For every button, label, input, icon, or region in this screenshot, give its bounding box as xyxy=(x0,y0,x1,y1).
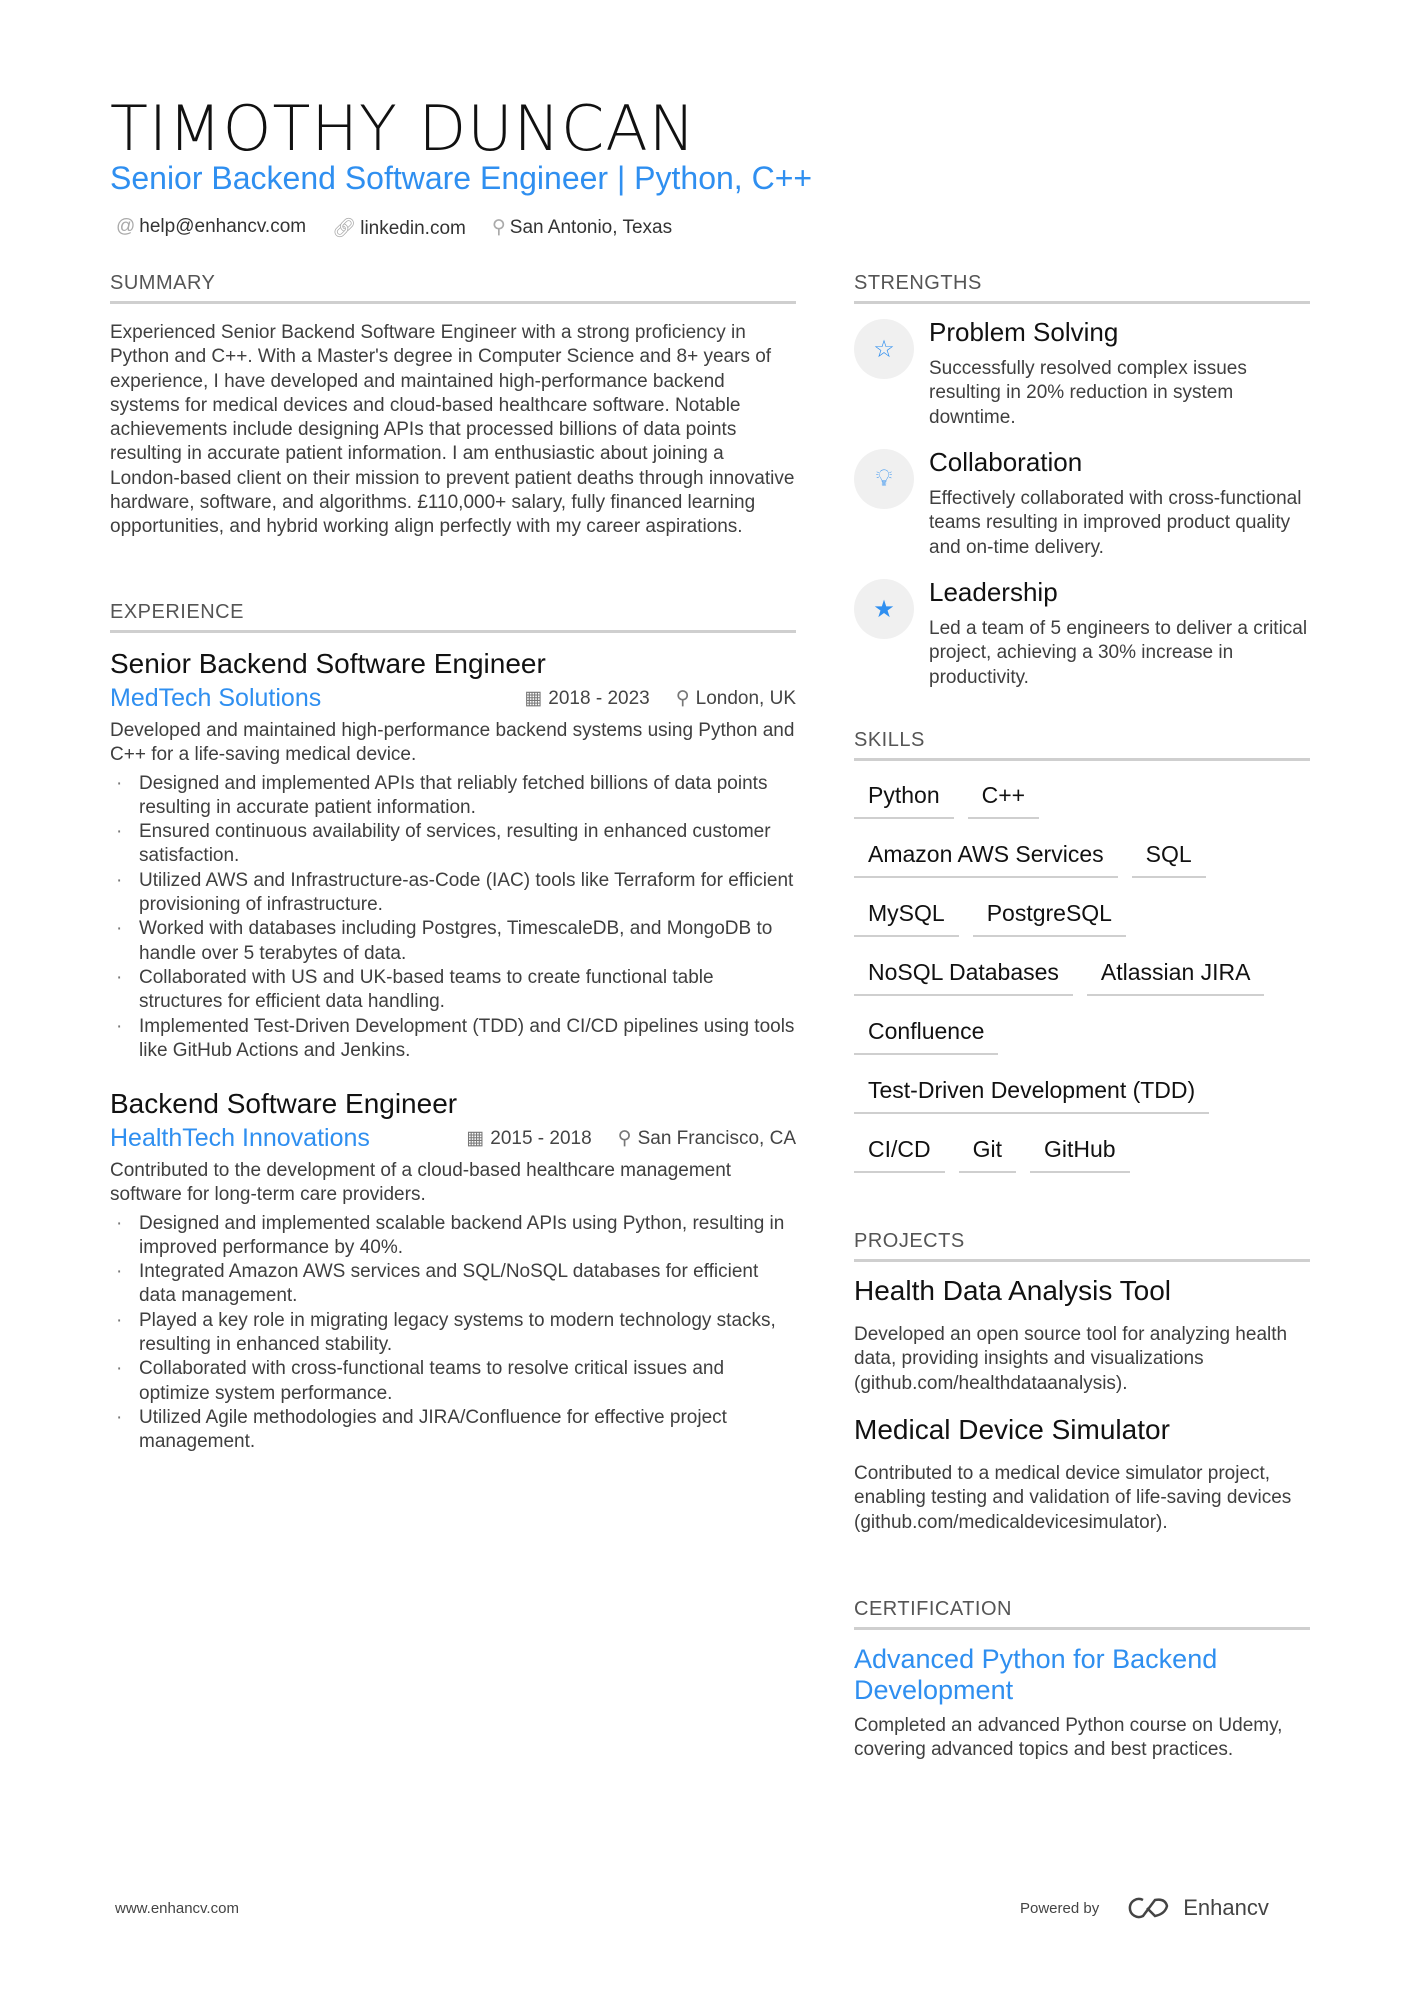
job-entry xyxy=(110,1088,796,1455)
job-bullet: · Utilized AWS and Infrastructure-as-Code (IAC) tools like Terraform for efficient provisioning of infrastructure. xyxy=(110,869,796,918)
location-pin-icon: ⚲ xyxy=(617,1128,632,1149)
star-outline-icon: ☆ xyxy=(854,319,914,379)
job-title: Senior Backend Software Engineer xyxy=(110,648,546,679)
skill-tag: Python xyxy=(854,782,954,819)
skill-tag: GitHub xyxy=(1030,1136,1130,1173)
strengths-heading: STRENGTHS xyxy=(854,272,1310,304)
strength-title: Problem Solving xyxy=(929,317,1119,347)
skill-tag: SQL xyxy=(1132,841,1206,878)
candidate-name: TIMOTHY DUNCAN xyxy=(110,92,697,165)
experience-heading: EXPERIENCE xyxy=(110,601,796,633)
link-icon: 🔗︎ xyxy=(332,218,357,239)
calendar-icon: ▦ xyxy=(466,1128,485,1149)
job-bullet: · Designed and implemented APIs that reliably fetched billions of data points resulting in accurate patient information. xyxy=(110,772,796,821)
summary-text: Experienced Senior Backend Software Engineer with a strong proficiency in Python and C++. With a Master's degree in Computer Science and 8+ years of experience, I have developed and maintained high-performance backend systems for medical devices and cloud-based healthcare software. Notable achievements include designing APIs that processed billions of data points resulting in accurate patient information. I am enthusiastic about joining a London-based client on their mission to prevent patient deaths through innovative hardware, software, and algorithms. £110,000+ salary, fully financed learning opportunities, and hybrid working align perfectly with my career aspirations. xyxy=(110,322,795,538)
skill-tag: NoSQL Databases xyxy=(854,959,1073,996)
contact-email[interactable] xyxy=(116,216,306,240)
projects-heading: PROJECTS xyxy=(854,1230,1310,1262)
footer-website[interactable]: www.enhancv.com xyxy=(115,1900,239,1917)
project-text: Contributed to a medical device simulator project, enabling testing and validation of life-saving devices (github.com/medicaldevicesimulator). xyxy=(854,1463,1292,1533)
certification-text: Completed an advanced Python course on Udemy, covering advanced topics and best practices. xyxy=(854,1715,1283,1761)
job-location: London, UK xyxy=(695,688,796,709)
job-bullet: · Designed and implemented scalable backend APIs using Python, resulting in improved performance by 40%. xyxy=(110,1212,796,1261)
strength-title: Leadership xyxy=(929,577,1058,607)
skill-tag: CI/CD xyxy=(854,1136,945,1173)
job-bullet: · Ensured continuous availability of services, resulting in enhanced customer satisfaction. xyxy=(110,820,796,869)
skill-tag: Test-Driven Development (TDD) xyxy=(854,1077,1209,1114)
job-bullet: · Implemented Test-Driven Development (TDD) and CI/CD pipelines using tools like GitHub Actions and Jenkins. xyxy=(110,1015,796,1064)
skills-heading: SKILLS xyxy=(854,729,1310,761)
job-description: Contributed to the development of a cloud-based healthcare management software for long-term care providers. xyxy=(110,1160,732,1206)
project-title: Health Data Analysis Tool xyxy=(854,1275,1171,1306)
linkedin-text: linkedin.com xyxy=(360,218,466,239)
job-bullet: · Collaborated with cross-functional teams to resolve critical issues and optimize system performance. xyxy=(110,1357,796,1406)
brand-name: Enhancv xyxy=(1183,1895,1269,1920)
location-text: San Antonio, Texas xyxy=(509,217,673,238)
job-dates: 2018 - 2023 xyxy=(548,688,650,709)
strength-text: Effectively collaborated with cross-functional teams resulting in improved product quality and on-time delivery. xyxy=(929,488,1302,558)
certification-heading: CERTIFICATION xyxy=(854,1598,1310,1630)
job-title: Backend Software Engineer xyxy=(110,1088,458,1119)
lightbulb-icon: 💡︎ xyxy=(854,449,914,509)
job-bullet: · Collaborated with US and UK-based teams to create functional table structures for efficient data handling. xyxy=(110,966,796,1015)
candidate-title: Senior Backend Software Engineer | Python, C++ xyxy=(110,160,813,196)
footer-branding xyxy=(1020,1895,1269,1921)
location-pin-icon: ⚲ xyxy=(675,688,690,709)
location-pin-icon: ⚲ xyxy=(491,217,506,238)
job-location: San Francisco, CA xyxy=(637,1128,796,1149)
project-text: Developed an open source tool for analyzing health data, providing insights and visualizations (github.com/healthdataanalysis). xyxy=(854,1324,1288,1394)
skill-tag: Amazon AWS Services xyxy=(854,841,1118,878)
skill-tag: PostgreSQL xyxy=(973,900,1126,937)
powered-by-text: Powered by xyxy=(1020,1899,1100,1917)
strength-text: Successfully resolved complex issues resulting in 20% reduction in system downtime. xyxy=(929,358,1247,428)
skill-tag: C++ xyxy=(968,782,1039,819)
job-dates: 2015 - 2018 xyxy=(490,1128,592,1149)
skill-tag: Git xyxy=(959,1136,1016,1173)
job-bullet: · Worked with databases including Postgres, TimescaleDB, and MongoDB to handle over 5 terabytes of data. xyxy=(110,917,796,966)
certification-title: Advanced Python for Backend Development xyxy=(854,1644,1218,1705)
job-bullet: · Played a key role in migrating legacy systems to modern technology stacks, resulting in enhanced stability. xyxy=(110,1309,796,1358)
job-description: Developed and maintained high-performance backend systems using Python and C++ for a life-saving medical device. xyxy=(110,720,795,766)
contact-info xyxy=(116,216,672,240)
at-icon: @ xyxy=(116,216,136,237)
skill-tag: MySQL xyxy=(854,900,959,937)
job-bullet: · Integrated Amazon AWS services and SQL/NoSQL databases for efficient data management. xyxy=(110,1260,796,1309)
strength-title: Collaboration xyxy=(929,447,1083,477)
email-text: help@enhancv.com xyxy=(139,216,307,237)
star-filled-icon: ★ xyxy=(854,579,914,639)
skill-tag: Atlassian JIRA xyxy=(1087,959,1265,996)
skill-tag: Confluence xyxy=(854,1018,998,1055)
company-name: HealthTech Innovations xyxy=(110,1124,370,1152)
enhancv-logo-icon xyxy=(1125,1896,1171,1920)
calendar-icon: ▦ xyxy=(524,688,543,709)
strength-text: Led a team of 5 engineers to deliver a critical project, achieving a 30% increase in productivity. xyxy=(929,618,1308,688)
contact-linkedin[interactable] xyxy=(332,216,466,240)
job-bullet: · Utilized Agile methodologies and JIRA/Confluence for effective project management. xyxy=(110,1406,796,1455)
contact-location xyxy=(492,216,672,240)
project-title: Medical Device Simulator xyxy=(854,1414,1170,1445)
company-name: MedTech Solutions xyxy=(110,684,322,712)
summary-heading: SUMMARY xyxy=(110,272,796,304)
job-entry xyxy=(110,648,796,1063)
